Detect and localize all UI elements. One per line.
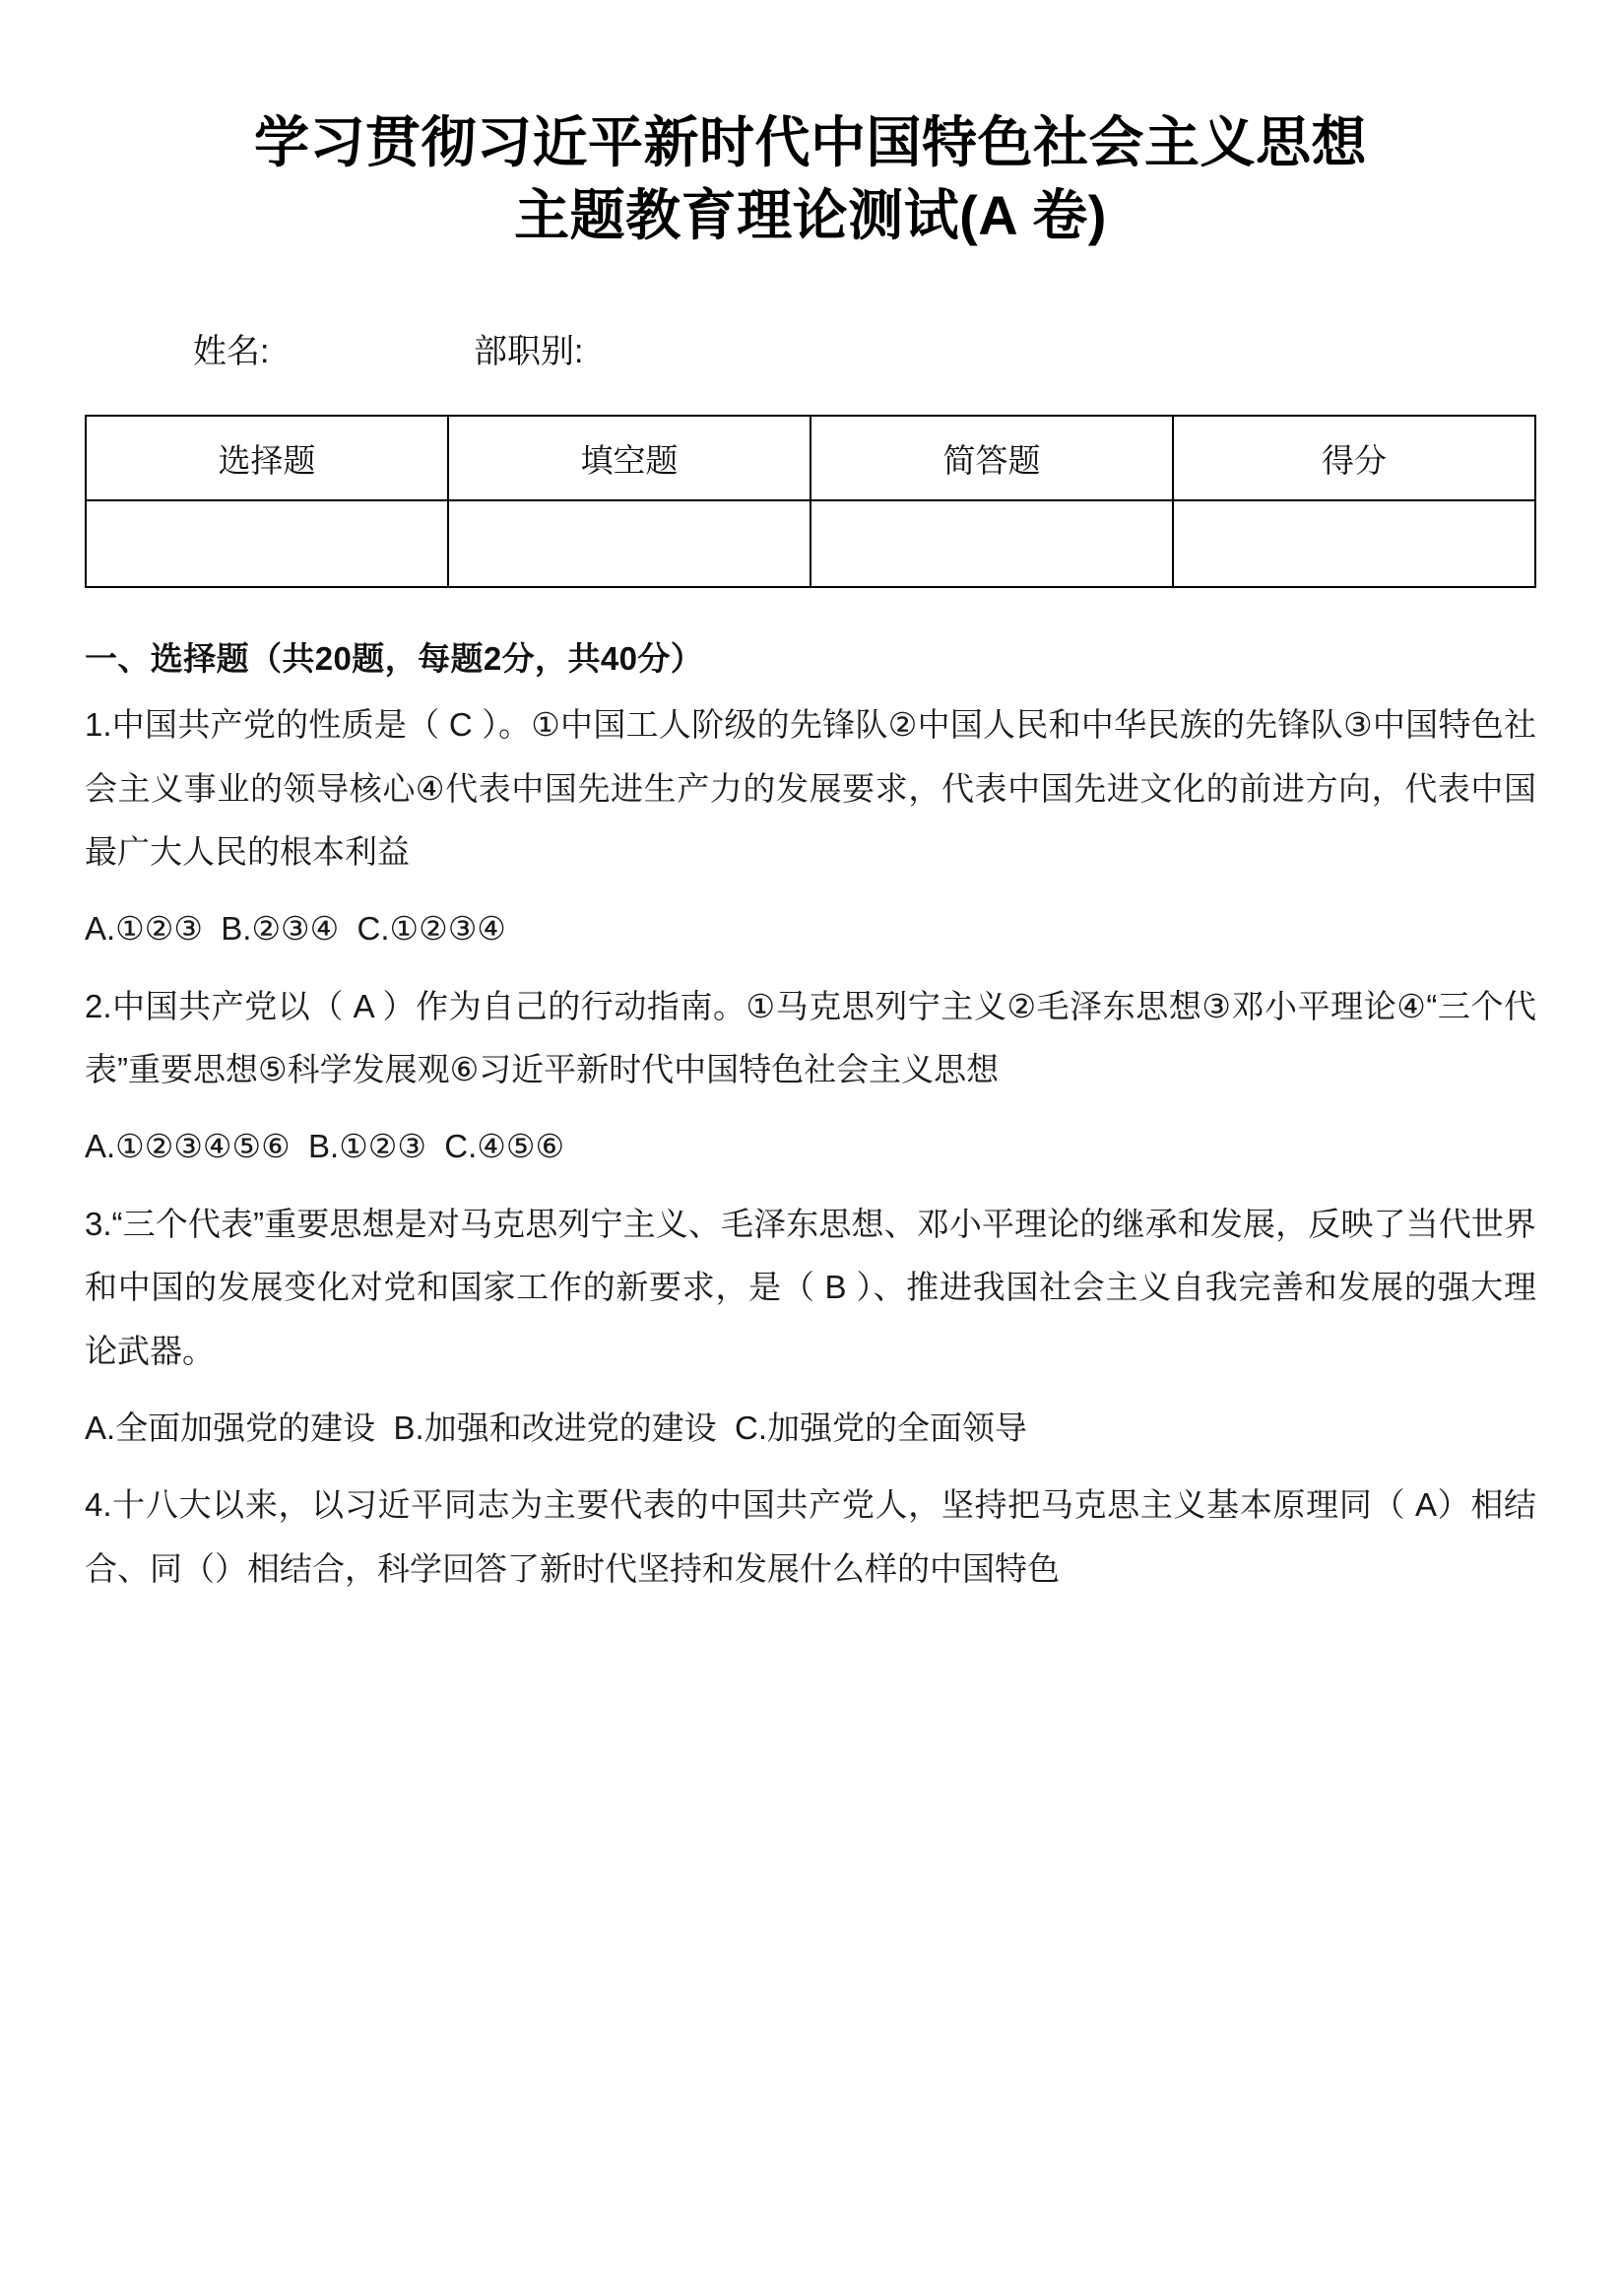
department-label: 部职别: [474, 332, 584, 370]
question-2-options: A.①②③④⑤⑥ B.①②③ C.④⑤⑥ [85, 1128, 565, 1165]
score-table [85, 415, 1536, 588]
score-header-short-answer: 简答题 [810, 416, 1173, 500]
page-title [0, 0, 1621, 252]
score-table-header [86, 416, 1535, 500]
name-label: 姓名: [193, 332, 270, 370]
score-cell-short-answer[interactable] [810, 500, 1173, 587]
table-row [86, 416, 1535, 500]
identity-row [0, 329, 1621, 376]
question-1-options: A.①②③ B.②③④ C.①②③④ [85, 910, 506, 948]
section-heading-multiple-choice: 一、选择题（共20题，每题2分，共40分） [85, 640, 704, 678]
title-line-1: 学习贯彻习近平新时代中国特色社会主义思想 [254, 111, 1367, 173]
score-cell-choice[interactable] [86, 500, 448, 587]
score-cell-total[interactable] [1173, 500, 1535, 587]
score-cell-fill-blank[interactable] [448, 500, 810, 587]
question-4-stem: 4.十八大以来，以习近平同志为主要代表的中国共产党人，坚持把马克思主义基本原理同（ A）相结合、同（）相结合，科学回答了新时代坚持和发展什么样的中国特色 [85, 1486, 1536, 1587]
table-row [86, 500, 1535, 587]
question-2-stem: 2.中国共产党以（ A ）作为自己的行动指南。①马克思列宁主义②毛泽东思想③邓小平理论④“三个代表”重要思想⑤科学发展观⑥习近平新时代中国特色社会主义思想 [85, 987, 1536, 1088]
title-line-2: 主题教育理论测试(A 卷) [514, 183, 1107, 246]
score-table-body [86, 500, 1535, 587]
score-header-choice: 选择题 [86, 416, 448, 500]
question-3-options: A.全面加强党的建设 B.加强和改进党的建设 C.加强党的全面领导 [85, 1409, 1028, 1446]
score-table-container [0, 415, 1621, 588]
questions-list [0, 693, 1621, 1600]
question-3-stem: 3.“三个代表”重要思想是对马克思列宁主义、毛泽东思想、邓小平理论的继承和发展，反映了当代世界和中国的发展变化对党和国家工作的新要求，是（ B ）、推进我国社会主义自我完善和发展的强大理论武器。 [85, 1205, 1536, 1369]
question-1-stem: 1.中国共产党的性质是（ C ）。①中国工人阶级的先锋队②中国人民和中华民族的先锋队③中国特色社会主义事业的领导核心④代表中国先进生产力的发展要求，代表中国先进文化的前进方向，代表中国最广大人民的根本利益 [85, 706, 1536, 871]
score-header-fill-blank: 填空题 [448, 416, 810, 500]
score-header-total: 得分 [1173, 416, 1535, 500]
